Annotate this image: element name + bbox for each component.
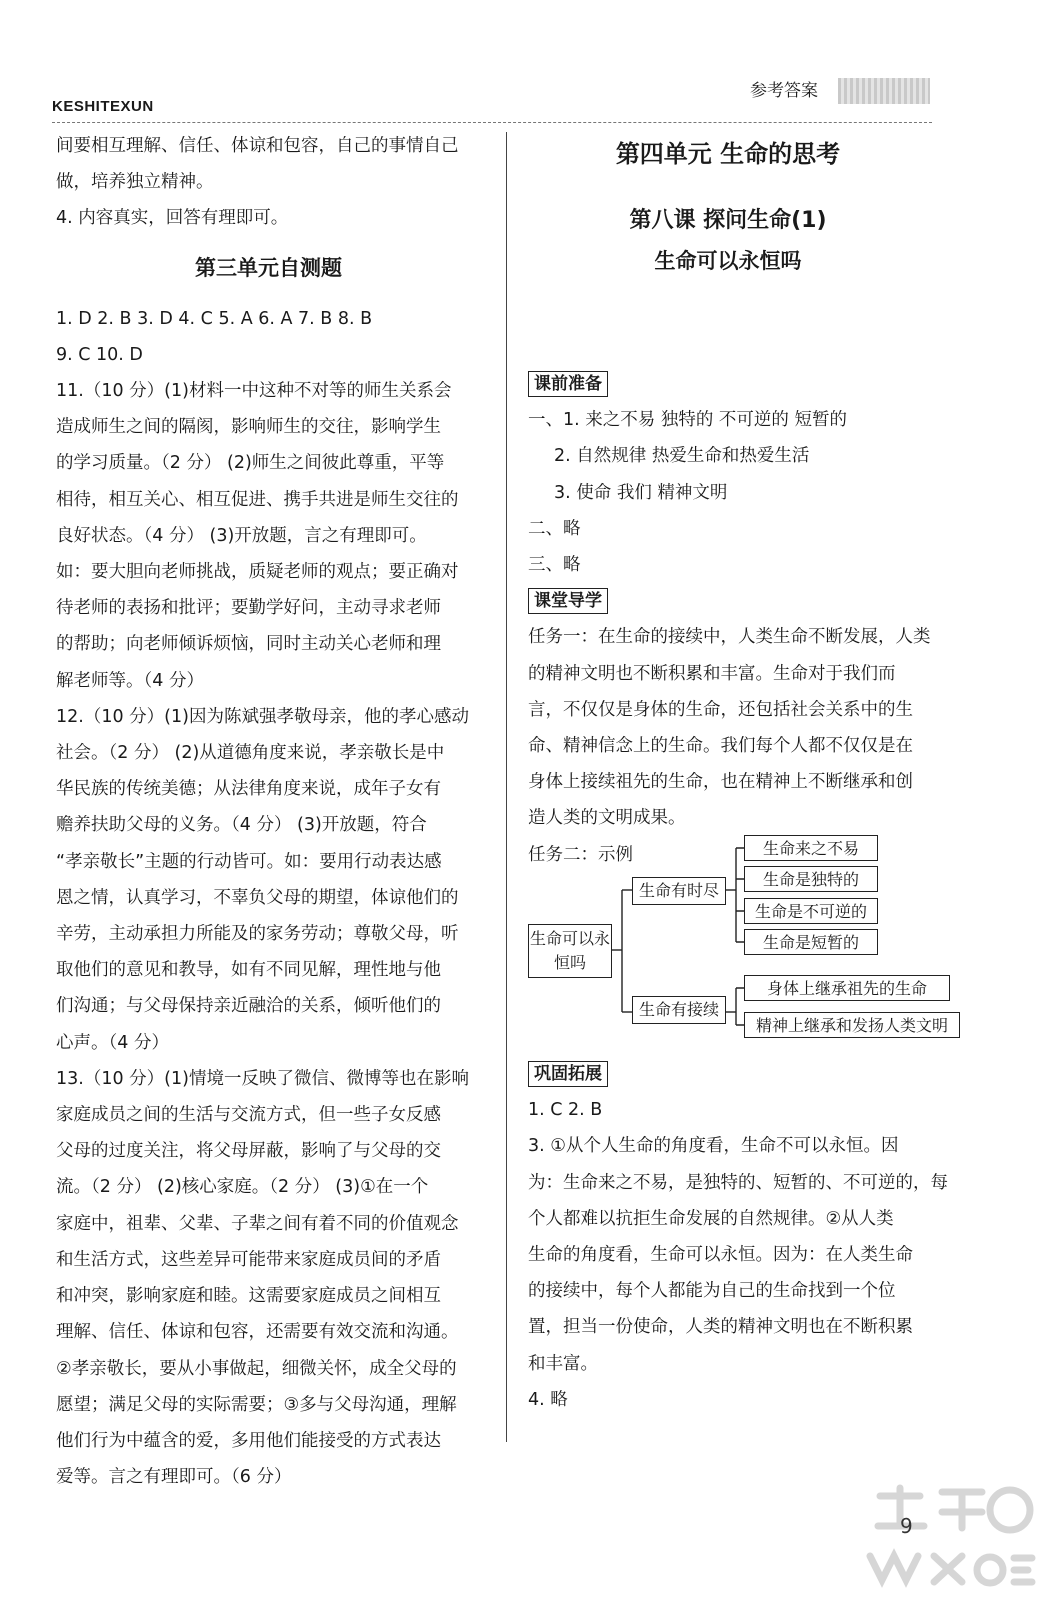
- text-line: 4. 略: [528, 1389, 568, 1410]
- diagram-leaf-node: 精神上继承和发扬人类文明: [744, 1012, 960, 1038]
- text-line: 和丰富。: [528, 1353, 598, 1374]
- text-line: 的学习质量。（2 分） (2)师生之间彼此尊重，平等: [56, 453, 445, 474]
- text-line: 赡养扶助父母的义务。（4 分） (3)开放题，符合: [56, 815, 427, 836]
- diagram-root-node: 生命可以永恒吗: [528, 924, 612, 978]
- section-title: 第三单元自测题: [195, 255, 342, 280]
- text-line: 取他们的意见和教导，如有不同见解，理性地与他: [56, 960, 441, 981]
- right-column: [528, 366, 958, 873]
- diagram-leaf-node: 生命是不可逆的: [744, 898, 878, 924]
- text-line: 个人都难以抗拒生命发展的自然规律。②从人类: [528, 1208, 894, 1229]
- text-line: ②孝亲敬长，要从小事做起，细微关怀，成全父母的: [56, 1358, 457, 1379]
- text-line: 为：生命来之不易，是独特的、短暂的、不可逆的，每: [528, 1172, 948, 1193]
- text-line: 心声。（4 分）: [56, 1032, 169, 1053]
- text-line: 的帮助；向老师倾诉烦恼，同时主动关心老师和理: [56, 634, 441, 655]
- text-line: 言，不仅仅是身体的生命，还包括社会关系中的生: [528, 699, 913, 720]
- text-line: 华民族的传统美德；从法律角度来说，成年子女有: [56, 779, 441, 800]
- text-line: 如：要大胆向老师挑战，质疑老师的观点；要正确对: [56, 562, 459, 583]
- diagram-leaf-node: 生命是独特的: [744, 866, 878, 892]
- text-line: 辛劳，主动承担力所能及的家务劳动；尊敬父母，听: [56, 924, 459, 945]
- text-line: 恩之情，认真学习，不辜负父母的期望，体谅他们的: [56, 887, 459, 908]
- text-line: 3. ①从个人生命的角度看，生命不可以永恒。因: [528, 1136, 899, 1157]
- text-line: 做，培养独立精神。: [56, 172, 214, 193]
- text-line: 置，担当一份使命，人类的精神文明也在不断积累: [528, 1317, 913, 1338]
- text-line: 三、略: [528, 555, 581, 576]
- consolidate-section: [528, 1056, 958, 1418]
- text-line: 和生活方式，这些差异可能带来家庭成员间的矛盾: [56, 1249, 441, 1270]
- text-line: 的精神文明也不断积累和丰富。生命对于我们而: [528, 663, 896, 684]
- text-line: 身体上接续祖先的生命，也在精神上不断继承和创: [528, 772, 913, 793]
- text-line: 们沟通；与父母保持亲近融洽的关系，倾听他们的: [56, 996, 441, 1017]
- text-line: 家庭成员之间的生活与交流方式，但一些子女反感: [56, 1105, 441, 1126]
- brand-label: KESHITEXUN: [52, 98, 154, 115]
- header-decoration: [838, 78, 930, 104]
- section-tag-consolidate: 巩固拓展: [528, 1061, 608, 1087]
- unit-title: 第四单元 生命的思考: [615, 140, 841, 168]
- text-line: 任务二：示例: [528, 844, 633, 865]
- text-line: 任务一：在生命的接续中，人类生命不断发展，人类: [528, 627, 931, 648]
- diagram-leaf-node: 生命是短暂的: [744, 929, 878, 955]
- lesson-title: 第八课 探问生命(1): [629, 208, 827, 233]
- text-line: 1. C 2. B: [528, 1100, 603, 1121]
- diagram-branch-node: 生命有接续: [632, 996, 726, 1024]
- life-mindmap-diagram: [524, 832, 964, 1044]
- text-line: 社会。（2 分） (2)从道德角度来说，孝亲敬长是中: [56, 743, 445, 764]
- text-line: 命、精神信念上的生命。我们每个人都不仅仅是在: [528, 736, 913, 757]
- text-line: 一、1. 来之不易 独特的 不可逆的 短暂的: [528, 410, 847, 431]
- text-line: 间要相互理解、信任、体谅和包容，自己的事情自己: [56, 136, 459, 156]
- left-column: [56, 128, 481, 1495]
- text-line: 1. D 2. B 3. D 4. C 5. A 6. A 7. B 8. B: [56, 308, 373, 329]
- text-line: “孝亲敬长”主题的行动皆可。如：要用行动表达感: [56, 851, 442, 872]
- running-header-title: 参考答案: [750, 81, 818, 101]
- text-line: 和冲突，影响家庭和睦。这需要家庭成员之间相互: [56, 1286, 441, 1307]
- text-line: 12.（10 分）(1)因为陈斌强孝敬母亲，他的孝心感动: [56, 706, 469, 727]
- text-line: 解老师等。（4 分）: [56, 670, 204, 691]
- lesson-subtitle: 生命可以永恒吗: [654, 249, 802, 273]
- section-tag-pre: 课前准备: [528, 371, 608, 397]
- text-line: 良好状态。（4 分） (3)开放题，言之有理即可。: [56, 525, 427, 546]
- text-line: 的接续中，每个人都能为自己的生命找到一个位: [528, 1281, 896, 1302]
- watermark-graphic: [850, 1478, 1040, 1590]
- diagram-branch-node: 生命有时尽: [632, 877, 726, 905]
- text-line: 流。（2 分） (2)核心家庭。（2 分） (3)①在一个: [56, 1177, 429, 1198]
- diagram-leaf-node: 身体上继承祖先的生命: [744, 975, 950, 1001]
- section-tag-class: 课堂导学: [528, 588, 608, 614]
- text-line: 父母的过度关注，将父母屏蔽，影响了与父母的交: [56, 1141, 441, 1162]
- text-line: 家庭中，祖辈、父辈、子辈之间有着不同的价值观念: [56, 1213, 459, 1234]
- self-test-answers: [56, 301, 481, 1496]
- text-line: 相待，相互关心、相互促进、携手共进是师生交往的: [56, 489, 459, 510]
- text-line: 3. 使命 我们 精神文明: [554, 482, 728, 503]
- text-line: 11.（10 分）(1)材料一中这种不对等的师生关系会: [56, 381, 452, 402]
- text-line: 2. 自然规律 热爱生命和热爱生活: [554, 446, 810, 467]
- text-line: 生命的角度看，生命可以永恒。因为：在人类生命: [528, 1245, 913, 1266]
- left-intro-lines: [56, 128, 481, 237]
- text-line: 他们行为中蕴含的爱，多用他们能接受的方式表达: [56, 1430, 441, 1451]
- text-line: 4. 内容真实，回答有理即可。: [56, 208, 289, 229]
- text-line: 爱等。言之有理即可。（6 分）: [56, 1467, 292, 1488]
- text-line: 13.（10 分）(1)情境一反映了微信、微博等也在影响: [56, 1068, 469, 1089]
- text-line: 二、略: [528, 518, 581, 539]
- text-line: 造成师生之间的隔阂，影响师生的交往，影响学生: [56, 417, 441, 438]
- text-line: 9. C 10. D: [56, 344, 143, 365]
- column-divider: [506, 132, 507, 1442]
- page-number: 9: [900, 1514, 913, 1538]
- diagram-leaf-node: 生命来之不易: [744, 835, 878, 861]
- text-line: 愿望；满足父母的实际需要；③多与父母沟通，理解: [56, 1394, 457, 1415]
- text-line: 造人类的文明成果。: [528, 808, 686, 829]
- header-dashed-rule: [52, 122, 932, 123]
- text-line: 待老师的表扬和批评；要勤学好问，主动寻求老师: [56, 598, 441, 619]
- text-line: 理解、信任、体谅和包容，还需要有效交流和沟通。: [56, 1322, 459, 1343]
